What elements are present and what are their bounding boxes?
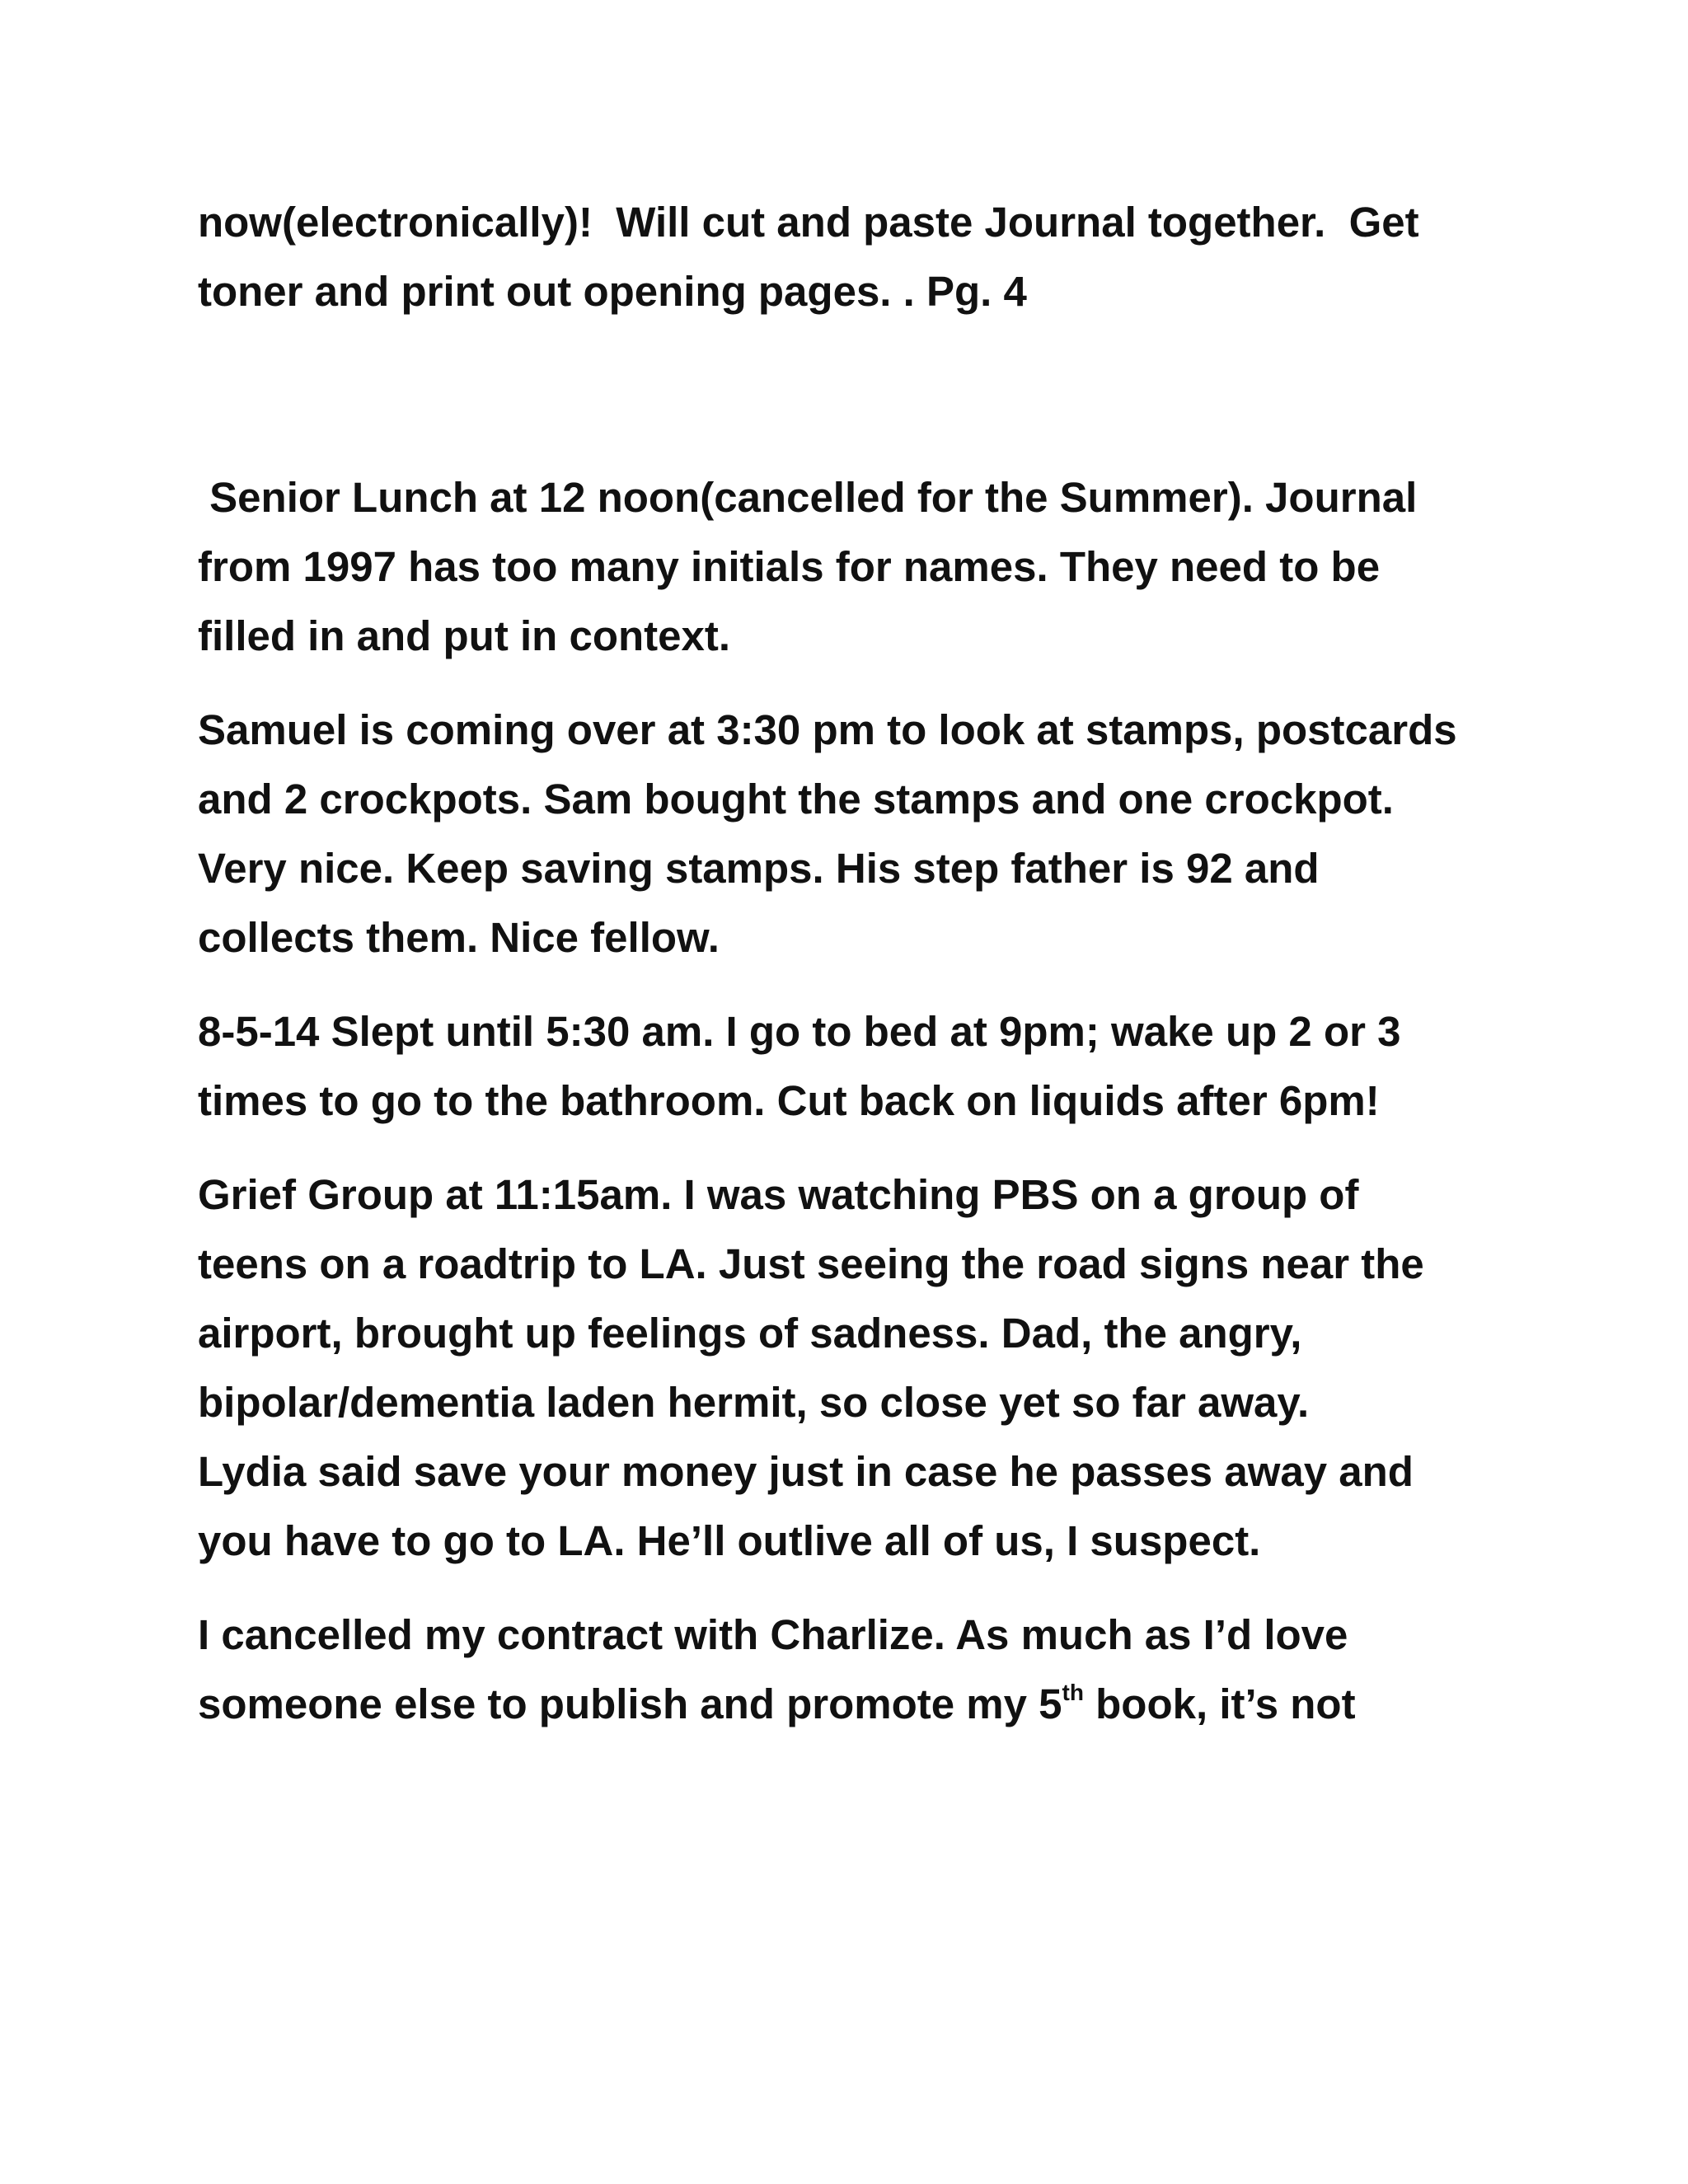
text-segment: book, it’s not <box>1083 1680 1356 1727</box>
text-line: from 1997 has too many initials for names. They need to be <box>198 543 1381 590</box>
text-line: now(electronically)! Will cut and paste Journal together. Get <box>198 199 1419 246</box>
text-line: I cancelled my contract with Charlize. As much as I’d love <box>198 1611 1348 1658</box>
paragraph-5 <box>198 1160 1533 1576</box>
journal-text <box>198 188 1533 1739</box>
text-line: filled in and put in context. <box>198 612 730 659</box>
paragraph-spacer <box>198 1576 1533 1601</box>
text-line: Senior Lunch at 12 noon(cancelled for the Summer). Journal <box>198 474 1418 521</box>
text-segment: someone else to publish and promote my 5 <box>198 1680 1062 1727</box>
text-line: airport, brought up feelings of sadness. Dad, the angry, <box>198 1310 1302 1357</box>
text-line: collects them. Nice fellow. <box>198 914 720 961</box>
text-line: 8-5-14 Slept until 5:30 am. I go to bed at 9pm; wake up 2 or 3 <box>198 1008 1401 1055</box>
text-line: Samuel is coming over at 3:30 pm to look at stamps, postcards <box>198 706 1457 753</box>
paragraph-spacer <box>198 326 1533 463</box>
paragraph-spacer <box>198 1136 1533 1160</box>
text-line: times to go to the bathroom. Cut back on liquids after 6pm! <box>198 1077 1380 1124</box>
text-line: teens on a roadtrip to LA. Just seeing the road signs near the <box>198 1240 1424 1287</box>
paragraph-4 <box>198 997 1533 1136</box>
text-line: Lydia said save your money just in case he passes away and <box>198 1448 1414 1495</box>
paragraph-3 <box>198 696 1533 972</box>
text-line: bipolar/dementia laden hermit, so close yet so far away. <box>198 1379 1310 1426</box>
paragraph-spacer <box>198 671 1533 696</box>
paragraph-6 <box>198 1601 1533 1739</box>
paragraph-spacer <box>198 972 1533 997</box>
text-line: toner and print out opening pages. . Pg. 4 <box>198 268 1027 315</box>
paragraph-2 <box>198 463 1533 671</box>
text-line-with-superscript <box>198 1670 1533 1739</box>
text-line: you have to go to LA. He’ll outlive all of us, I suspect. <box>198 1517 1261 1564</box>
ordinal-superscript: th <box>1062 1680 1084 1705</box>
text-line: Very nice. Keep saving stamps. His step father is 92 and <box>198 845 1320 892</box>
text-line: Grief Group at 11:15am. I was watching PBS on a group of <box>198 1171 1359 1218</box>
text-line: and 2 crockpots. Sam bought the stamps and one crockpot. <box>198 776 1394 823</box>
paragraph-1 <box>198 188 1533 326</box>
